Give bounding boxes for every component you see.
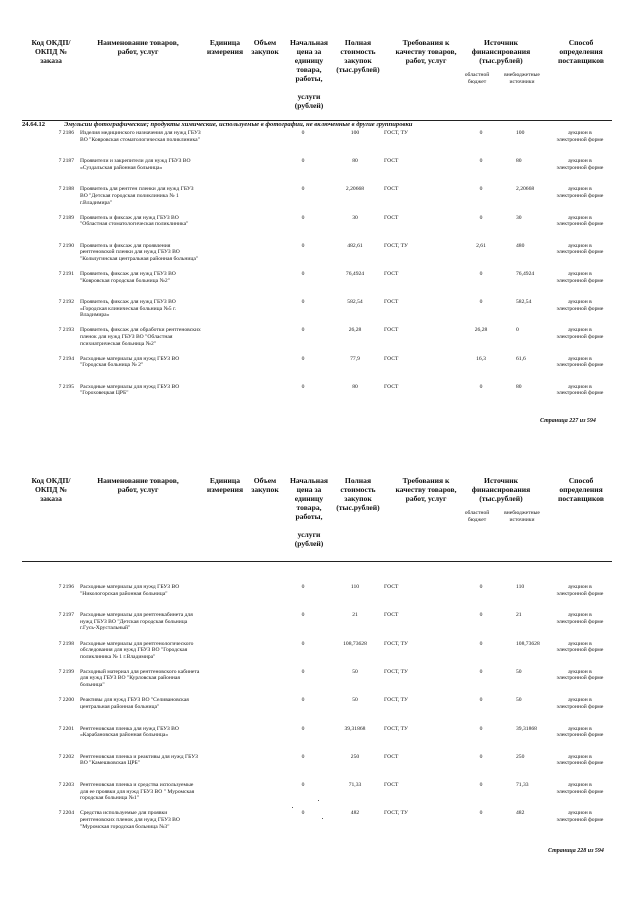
row-requirements: ГОСТ [384,186,399,193]
row-item-name: Расходные материалы для нужд ГБУЗ ВО "Городская больница № 2" [80,355,180,369]
row-number: 7 2194 [58,355,74,362]
row-extrabudget: 21 [516,612,522,619]
row-regional-budget: 0 [479,299,483,306]
row-requirements: ГОСТ [384,214,399,221]
row-number: 7 2199 [58,668,74,675]
row-requirements: ГОСТ, ТУ [384,242,408,249]
row-number: 7 2196 [58,584,74,590]
p2-header-source-regional: областной бюджет [464,510,490,523]
row-unit-price: 0 [301,186,305,193]
p2-header-source-extrabudget: внебюджетные источники [504,510,540,523]
p2-header-method: Способ определения поставщиков [557,476,605,503]
row-total-cost: 50 [352,697,358,704]
row-extrabudget: 71,33 [516,782,529,789]
row-regional-budget: 0 [479,725,483,732]
p1-header-source-extrabudget: внебюджетные источники [504,72,540,85]
row-requirements: ГОСТ [384,355,399,362]
row-number: 7 2190 [58,242,74,249]
row-extrabudget: 76,4924 [516,271,535,277]
p2-header-price: Начальная цена за единицу товара, работы, [289,476,329,521]
page-number: Страница 228 из 594 [548,848,604,854]
row-procurement-method: аукцион в электронной форме [556,584,604,597]
row-requirements: ГОСТ [384,299,399,306]
row-total-cost: 2,20668 [345,186,365,193]
p2-header-price-units: услуги (рублей) [294,530,324,548]
page-number: Страница 227 из 594 [540,418,596,424]
row-number: 7 2195 [58,383,74,390]
group-title: Эмульсии фотографические; продукты химические, используемые в фотографии, не включенные в другие группировки [64,121,413,128]
row-item-name: Расходные материалы для рентгенологического обследования для нужд ГБУЗ ВО "Городская поликлиника № 1 г.Владимира" [80,640,194,660]
row-item-name: Расходные материалы для нужд ГБУЗ ВО "Гороховецкая ЦРБ" [80,383,180,397]
row-total-cost: 77,9 [350,355,360,362]
row-item-name: Рентгеновская пленка и реактивы для нужд ГБУЗ ВО "Камешковская ЦРБ" [80,753,198,767]
row-regional-budget: 0 [479,668,483,675]
row-total-cost: 50 [352,668,358,675]
row-procurement-method: аукцион в электронной форме [556,383,604,397]
row-total-cost: 108,73628 [343,640,367,647]
row-extrabudget: 108,73628 [516,640,540,647]
p2-header-unit: Единица измерения [206,476,244,494]
row-procurement-method: аукцион в электронной форме [556,668,604,682]
row-item-name: Расходный материал для рентгеновского кабинета для нужд ГБУЗ ВО "Курловская районная больница" [80,668,200,689]
row-procurement-method: аукцион в электронной форме [556,612,604,625]
row-regional-budget: 0 [479,186,483,193]
row-unit-price: 0 [301,782,305,789]
p1-header-price: Начальная цена за единицу товара, работы, [289,38,329,83]
row-total-cost: 21 [352,612,358,619]
row-regional-budget: 0 [479,697,483,704]
row-regional-budget: 0 [479,271,483,277]
p2-header-requirements: Требования к качеству товаров, работ, услуг [395,476,457,503]
row-procurement-method: аукцион в электронной форме [556,355,604,369]
row-number: 7 2204 [58,810,74,817]
row-number: 7 2201 [58,725,74,732]
row-unit-price: 0 [301,299,305,306]
row-regional-budget: 2,61 [476,242,486,249]
row-unit-price: 0 [301,697,305,704]
row-regional-budget: 0 [479,214,483,221]
row-total-cost: 80 [352,383,358,390]
row-unit-price: 0 [301,158,305,165]
row-requirements: ГОСТ, ТУ [384,810,408,817]
row-unit-price: 0 [301,584,305,590]
row-regional-budget: 0 [479,383,483,390]
row-total-cost: 482 [350,810,360,817]
row-regional-budget: 0 [479,782,483,789]
row-requirements: ГОСТ [384,612,399,619]
p2-header-volume: Объем закупок [251,476,279,494]
p1-header-source: Источник финансирования (тыс.рублей) [471,38,531,65]
row-unit-price: 0 [301,383,305,390]
row-number: 7 2198 [58,640,74,647]
row-number: 7 2203 [58,782,74,789]
row-procurement-method: аукцион в электронной форме [556,810,604,823]
row-number: 7 2202 [58,753,74,760]
row-unit-price: 0 [301,271,305,277]
row-extrabudget: 50 [516,668,522,675]
row-item-name: Средства используемые для проявки рентгеновских пленок для нужд ГБУЗ ВО "Муромская городская больница №3" [80,810,180,830]
row-procurement-method: аукцион в электронной форме [556,130,604,143]
row-number: 7 2187 [58,158,74,165]
row-item-name: Проявитель и фиксаж для проявления рентгеновской пленки для нужд ГБУЗ ВО "Кольчугинская центральная районная больница" [80,242,199,262]
row-requirements: ГОСТ [384,158,399,165]
row-total-cost: 100 [350,130,360,136]
row-procurement-method: аукцион в электронной форме [556,640,604,654]
row-extrabudget: 50 [516,697,522,704]
p1-header-method: Способ определения поставщиков [557,38,605,65]
row-number: 7 2186 [58,130,74,136]
row-extrabudget: 582,54 [516,299,532,306]
row-procurement-method: аукцион в электронной форме [556,697,604,710]
row-total-cost: 250 [350,753,360,760]
row-total-cost: 482,61 [347,242,363,249]
p2-header-total: Полная стоимость закупок (тыс.рублей) [336,476,380,512]
row-extrabudget: 80 [516,158,522,165]
p1-header-code: Код ОКДП/ ОКПД № заказа [31,38,71,65]
p1-header-unit: Единица измерения [206,38,244,56]
row-number: 7 2200 [58,697,74,704]
row-requirements: ГОСТ, ТУ [384,725,408,732]
row-requirements: ГОСТ [384,383,399,390]
row-item-name: Рентгеновская пленка для нужд ГБУЗ ВО «Карабановская районная больница» [80,725,179,739]
row-unit-price: 0 [301,753,305,760]
row-procurement-method: аукцион в электронной форме [556,186,604,199]
row-requirements: ГОСТ [384,782,399,789]
group-code: 24.64.12 [22,121,46,128]
row-regional-budget: 0 [479,584,483,590]
row-extrabudget: 39,31868 [516,725,537,732]
row-number: 7 2188 [58,186,74,193]
row-unit-price: 0 [301,214,305,221]
row-requirements: ГОСТ, ТУ [384,697,408,704]
p1-header-name: Наименование товаров, работ, услуг [97,38,179,56]
row-procurement-method: аукцион в электронной форме [556,782,604,795]
row-requirements: ГОСТ [384,327,399,334]
row-item-name: Проявитель для рентген пленки для нужд ГБУЗ ВО "Детская городская поликлиника № 1 г.Владимира" [80,186,194,206]
scan-speck [292,807,293,808]
row-total-cost: 39,31868 [344,725,366,732]
row-extrabudget: 0 [516,327,519,334]
row-procurement-method: аукцион в электронной форме [556,725,604,739]
row-regional-budget: 0 [479,810,483,817]
row-number: 7 2193 [58,327,74,334]
row-unit-price: 0 [301,668,305,675]
row-regional-budget: 0 [479,612,483,619]
row-item-name: Проявитель и фиксаж для нужд ГБУЗ ВО "Областная стоматологическая поликлиника" [80,214,189,228]
row-item-name: Изделия медицинского назначения для нужд ГБУЗ ВО "Ковровская стоматологическая поликлиника" [80,130,201,143]
scan-speck [322,818,323,819]
row-number: 7 2192 [58,299,74,306]
row-total-cost: 582,54 [347,299,363,306]
row-procurement-method: аукцион в электронной форме [556,299,604,312]
row-requirements: ГОСТ [384,753,399,760]
row-procurement-method: аукцион в электронной форме [556,271,604,284]
p1-header-volume: Объем закупок [251,38,279,56]
row-requirements: ГОСТ [384,271,399,277]
row-regional-budget: 0 [479,640,483,647]
row-extrabudget: 110 [516,584,525,590]
row-extrabudget: 480 [516,242,525,249]
row-total-cost: 71,33 [348,782,362,789]
p1-header-source-regional: областной бюджет [464,72,490,85]
p1-header-total: Полная стоимость закупок (тыс.рублей) [336,38,380,74]
row-unit-price: 0 [301,130,305,136]
p2-header-code: Код ОКДП/ ОКПД № заказа [31,476,71,503]
row-item-name: Рентгеновская пленка и средства используемые для ее проявки для нужд ГБУЗ ВО " Муромская городская больница №1" [80,782,195,802]
row-unit-price: 0 [301,242,305,249]
row-total-cost: 110 [350,584,360,590]
row-total-cost: 30 [352,214,358,221]
row-regional-budget: 0 [479,130,483,136]
row-regional-budget: 0 [479,158,483,165]
row-procurement-method: аукцион в электронной форме [556,753,604,767]
row-requirements: ГОСТ, ТУ [384,668,408,675]
p1-header-price-units: услуги (рублей) [294,92,324,110]
p2-header-name: Наименование товаров, работ, услуг [97,476,179,494]
row-regional-budget: 26,28 [474,327,488,334]
row-item-name: Расходные материалы для рентгенкабинета для нужд ГБУЗ ВО "Детская городская больница г.Гусь-Хрустальный" [80,612,193,632]
row-requirements: ГОСТ, ТУ [384,130,408,136]
row-number: 7 2189 [58,214,74,221]
row-item-name: Проявитель, фиксаж для нужд ГБУЗ ВО «Городская клиническая больница №5 г. Владимира» [80,299,177,319]
header-rule [22,561,612,562]
row-extrabudget: 61,6 [516,355,526,362]
row-extrabudget: 2,20668 [516,186,535,193]
row-total-cost: 26,28 [348,327,362,334]
scan-speck [318,800,319,801]
row-requirements: ГОСТ [384,584,399,590]
row-procurement-method: аукцион в электронной форме [556,327,604,340]
row-procurement-method: аукцион в электронной форме [556,214,604,228]
row-extrabudget: 80 [516,383,522,390]
row-unit-price: 0 [301,612,305,619]
row-procurement-method: аукцион в электронной форме [556,242,604,256]
row-requirements: ГОСТ, ТУ [384,640,408,647]
row-total-cost: 76,4924 [345,271,365,277]
row-unit-price: 0 [301,725,305,732]
row-extrabudget: 482 [516,810,525,817]
row-regional-budget: 0 [479,753,483,760]
row-unit-price: 0 [301,640,305,647]
row-total-cost: 80 [352,158,358,165]
row-item-name: Проявитель, фиксаж для обработки рентгеновских пленок для нужд ГБУЗ ВО "Областная психиатрическая больница №2" [80,327,201,347]
row-item-name: Расходные материалы для нужд ГБУЗ ВО "Никологорская районная больница" [80,584,180,597]
row-unit-price: 0 [301,327,305,334]
row-item-name: Проявители и закрепители для нужд ГБУЗ ВО «Суздальская районная больница» [80,158,191,171]
row-procurement-method: аукцион в электронной форме [556,158,604,171]
row-extrabudget: 250 [516,753,525,760]
row-unit-price: 0 [301,810,305,817]
row-item-name: Реактивы для нужд ГБУЗ ВО "Селивановская центральная районная больница" [80,697,189,710]
row-extrabudget: 30 [516,214,522,221]
row-number: 7 2191 [58,271,74,277]
row-unit-price: 0 [301,355,305,362]
row-regional-budget: 16,3 [476,355,486,362]
row-number: 7 2197 [58,612,74,619]
row-extrabudget: 100 [516,130,525,136]
p1-header-requirements: Требования к качеству товаров, работ, услуг [395,38,457,65]
p2-header-source: Источник финансирования (тыс.рублей) [471,476,531,503]
row-item-name: Проявитель, фиксаж для нужд ГБУЗ ВО "Ковровская городская больница №2" [80,271,176,284]
